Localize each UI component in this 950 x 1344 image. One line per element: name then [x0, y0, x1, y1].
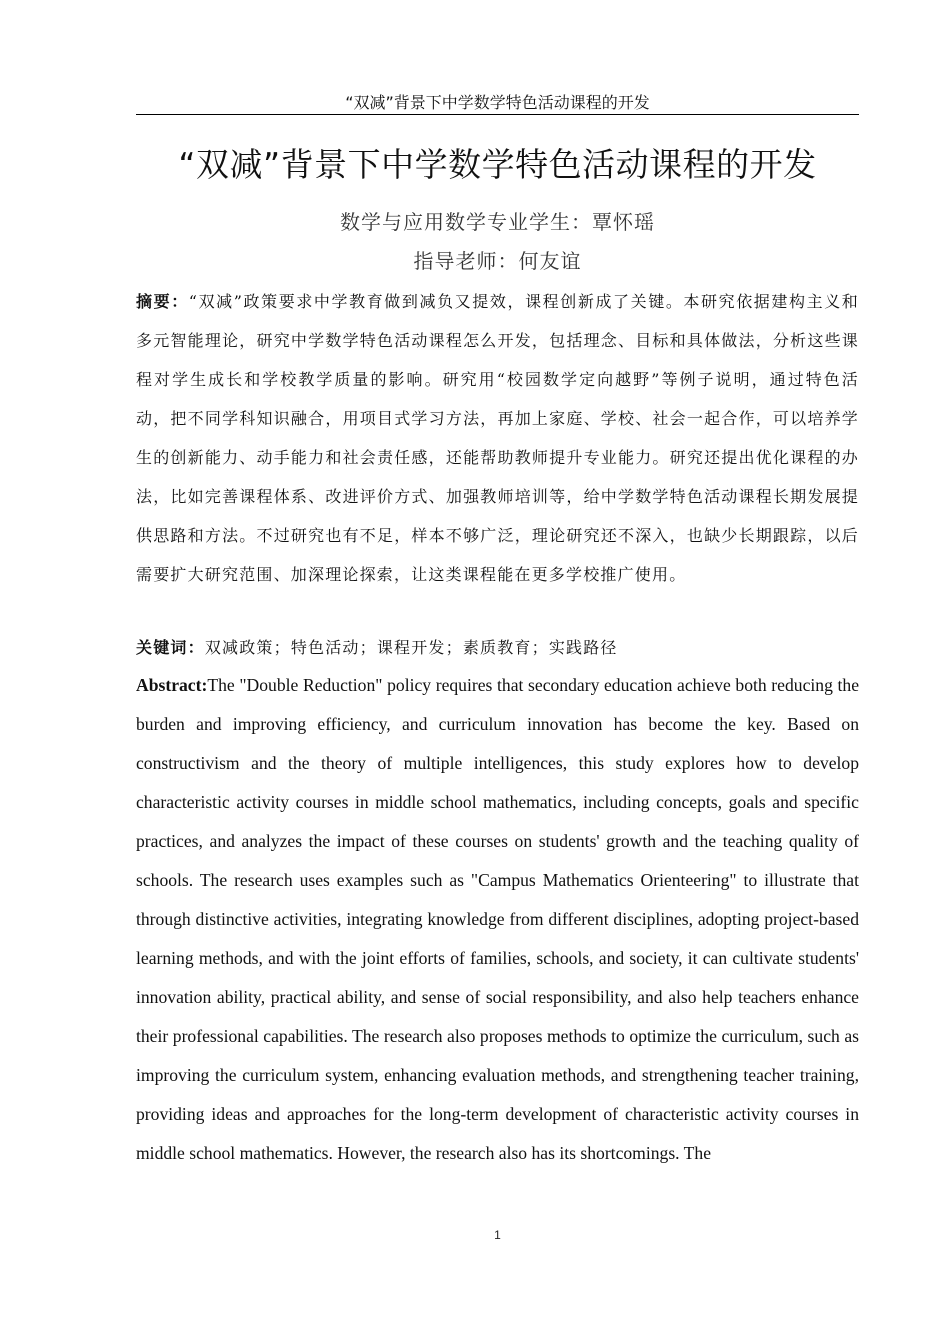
header-divider	[136, 114, 859, 115]
chinese-keywords-text: 双减政策；特色活动；课程开发；素质教育；实践路径	[204, 638, 618, 657]
advisor-line: 指导老师：何友谊	[413, 249, 582, 273]
chinese-abstract-label: 摘要：	[136, 292, 189, 311]
author-line: 数学与应用数学专业学生：覃怀瑶	[340, 210, 655, 234]
paper-title: “双减”背景下中学数学特色活动课程的开发	[178, 145, 817, 184]
english-abstract-text: The "Double Reduction" policy requires that secondary education achieve both reducing the burden and improving efficiency, and curriculum innovation has become the key. Based on constructivism and the theory of multiple intelligences, this study explores how to develop characteristic activity courses in middle school mathematics, including concepts, goals and specific practices, and analyzes the impact of these courses on students' growth and the teaching quality of schools. The research uses examples such as "Campus Mathematics Orienteering" to illustrate that through distinctive activities, integrating knowledge from different disciplines, adopting project-based learning methods, and with the joint efforts of families, schools, and society, it can cultivate students' innovation ability, practical ability, and sense of social responsibility, and also help teachers enhance their professional capabilities. The research also proposes methods to optimize the curriculum, such as improving the curriculum system, enhancing evaluation methods, and strengthening teacher training, providing ideas and approaches for the long-term development of characteristic activity courses in middle school mathematics. However, the research also has its shortcomings. The	[136, 675, 859, 1163]
english-abstract	[136, 666, 859, 1173]
running-header: “双减”背景下中学数学特色活动课程的开发	[345, 93, 650, 112]
english-abstract-label: Abstract:	[136, 675, 208, 695]
chinese-keywords-label: 关键词：	[136, 638, 205, 657]
chinese-abstract	[136, 282, 859, 594]
chinese-keywords	[136, 630, 859, 666]
page-number: 1	[494, 1228, 501, 1242]
chinese-abstract-text: “双减”政策要求中学教育做到减负又提效，课程创新成了关键。本研究依据建构主义和多元智能理论，研究中学数学特色活动课程怎么开发，包括理念、目标和具体做法，分析这些课程对学生成长和学校教学质量的影响。研究用“校园数学定向越野”等例子说明，通过特色活动，把不同学科知识融合，用项目式学习方法，再加上家庭、学校、社会一起合作，可以培养学生的创新能力、动手能力和社会责任感，还能帮助教师提升专业能力。研究还提出优化课程的办法，比如完善课程体系、改进评价方式、加强教师培训等，给中学数学特色活动课程长期发展提供思路和方法。不过研究也有不足，样本不够广泛，理论研究还不深入，也缺少长期跟踪，以后需要扩大研究范围、加深理论探索，让这类课程能在更多学校推广使用。	[136, 292, 859, 584]
